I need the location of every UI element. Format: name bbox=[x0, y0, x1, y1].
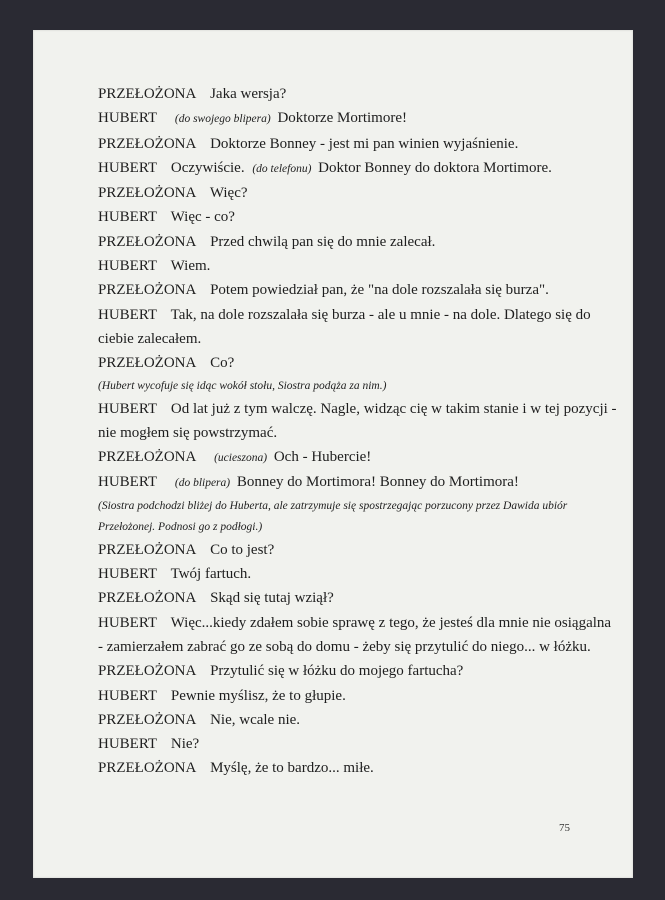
stage-direction-inline: (ucieszona) bbox=[214, 452, 268, 465]
stage-direction-inline: (do swojego blipera) bbox=[174, 113, 271, 126]
dialogue-line bbox=[98, 181, 618, 205]
dialogue-block bbox=[98, 82, 618, 781]
speaker-name: HUBERT bbox=[98, 110, 158, 127]
dialogue-text: Przytulić się w łóżku do mojego fartucha? bbox=[210, 663, 464, 680]
speaker-name: HUBERT bbox=[98, 474, 158, 491]
dialogue-line bbox=[98, 445, 618, 470]
dialogue-line bbox=[98, 659, 618, 683]
dialogue-line bbox=[98, 254, 618, 278]
speaker-name: HUBERT bbox=[98, 209, 158, 226]
speaker-name: PRZEŁOŻONA bbox=[98, 233, 197, 250]
dialogue-line bbox=[98, 732, 618, 756]
dialogue-line bbox=[98, 132, 618, 156]
dialogue-text: Wiem. bbox=[170, 258, 211, 275]
page-number: 75 bbox=[559, 822, 570, 834]
dialogue-line bbox=[98, 562, 618, 586]
speaker-name: PRZEŁOŻONA bbox=[98, 760, 197, 777]
dialogue-text: Co to jest? bbox=[210, 541, 275, 558]
dialogue-text: Myślę, że to bardzo... miłe. bbox=[210, 760, 374, 777]
dialogue-line bbox=[98, 708, 618, 732]
dialogue-text: Och - Hubercie! bbox=[273, 449, 372, 466]
speaker-name: PRZEŁOŻONA bbox=[98, 590, 197, 607]
dialogue-text: Doktor Bonney do doktora Mortimore. bbox=[318, 159, 552, 176]
dialogue-text: Doktorze Mortimore! bbox=[277, 110, 407, 127]
dialogue-line bbox=[98, 470, 618, 495]
dialogue-line bbox=[98, 205, 618, 229]
speaker-name: HUBERT bbox=[98, 306, 158, 323]
dialogue-line bbox=[98, 586, 618, 610]
speaker-name: PRZEŁOŻONA bbox=[98, 185, 197, 202]
speaker-name: PRZEŁOŻONA bbox=[98, 541, 197, 558]
dialogue-line bbox=[98, 611, 618, 660]
dialogue-line bbox=[98, 278, 618, 302]
speaker-name: PRZEŁOŻONA bbox=[98, 282, 197, 299]
dialogue-line bbox=[98, 230, 618, 254]
speaker-name: HUBERT bbox=[98, 566, 158, 583]
dialogue-text: Twój fartuch. bbox=[170, 566, 252, 583]
speaker-name: PRZEŁOŻONA bbox=[98, 449, 197, 466]
dialogue-text: Pewnie myślisz, że to głupie. bbox=[170, 687, 346, 704]
dialogue-text: Przed chwilą pan się do mnie zalecał. bbox=[210, 233, 436, 250]
speaker-name: HUBERT bbox=[98, 614, 158, 631]
dialogue-text: Więc? bbox=[209, 185, 248, 202]
dialogue-text: Potem powiedział pan, że "na dole rozszalała się burza". bbox=[210, 282, 549, 299]
dialogue-text: Jaka wersja? bbox=[210, 86, 287, 102]
dialogue-text: Nie, wcale nie. bbox=[210, 711, 301, 728]
speaker-name: HUBERT bbox=[98, 400, 158, 417]
dialogue-text: Więc - co? bbox=[170, 209, 235, 226]
dialogue-text: Tak, na dole rozszalała się burza - ale u mnie - na dole. Dlatego się do ciebie zalecałem. bbox=[98, 306, 591, 347]
speaker-name: HUBERT bbox=[98, 258, 158, 275]
dialogue-line bbox=[98, 684, 618, 708]
dialogue-text: Bonney do Mortimora! Bonney do Mortimora! bbox=[236, 474, 519, 491]
dialogue-line bbox=[98, 351, 618, 375]
speaker-name: PRZEŁOŻONA bbox=[98, 663, 197, 680]
dialogue-text: Od lat już z tym walczę. Nagle, widząc cię w takim stanie i w tej pozycji - nie mogłem się powstrzymać. bbox=[98, 400, 617, 441]
stage-direction-inline: (do blipera) bbox=[174, 477, 231, 490]
speaker-name: HUBERT bbox=[98, 159, 158, 176]
stage-direction: (Hubert wycofuje się idąc wokół stołu, Siostra podąża za nim.) bbox=[98, 379, 387, 392]
dialogue-line bbox=[98, 106, 618, 131]
dialogue-line bbox=[98, 756, 618, 780]
speaker-name: HUBERT bbox=[98, 736, 158, 753]
dialogue-text: Oczywiście. bbox=[170, 159, 245, 176]
dialogue-text: Skąd się tutaj wziął? bbox=[210, 590, 334, 607]
dialogue-line bbox=[98, 397, 618, 446]
stage-direction-inline: (do telefonu) bbox=[252, 162, 312, 175]
speaker-name: HUBERT bbox=[98, 687, 158, 704]
dialogue-text: Doktorze Bonney - jest mi pan winien wyjaśnienie. bbox=[210, 135, 519, 152]
dialogue-line bbox=[98, 538, 618, 562]
speaker-name: PRZEŁOŻONA bbox=[98, 711, 197, 728]
speaker-name: PRZEŁOŻONA bbox=[98, 355, 197, 372]
dialogue-line bbox=[98, 156, 618, 181]
dialogue-text: Co? bbox=[210, 355, 235, 372]
dialogue-line bbox=[98, 82, 618, 106]
dialogue-line bbox=[98, 303, 618, 352]
stage-direction: (Siostra podchodzi bliżej do Huberta, ale zatrzymuje się spostrzegając porzucony przez Dawida ubiór Przełożonej. Podnosi go z podłogi.) bbox=[98, 499, 568, 533]
script-page bbox=[33, 30, 633, 878]
speaker-name: PRZEŁOŻONA bbox=[98, 86, 197, 102]
dialogue-text: Więc...kiedy zdałem sobie sprawę z tego, że jesteś dla mnie nie osiągalna - zamierzałem zabrać go ze sobą do domu - żeby się przytulić do niego... w łóżku. bbox=[98, 614, 612, 655]
speaker-name: PRZEŁOŻONA bbox=[98, 135, 197, 152]
dialogue-text: Nie? bbox=[170, 736, 200, 753]
